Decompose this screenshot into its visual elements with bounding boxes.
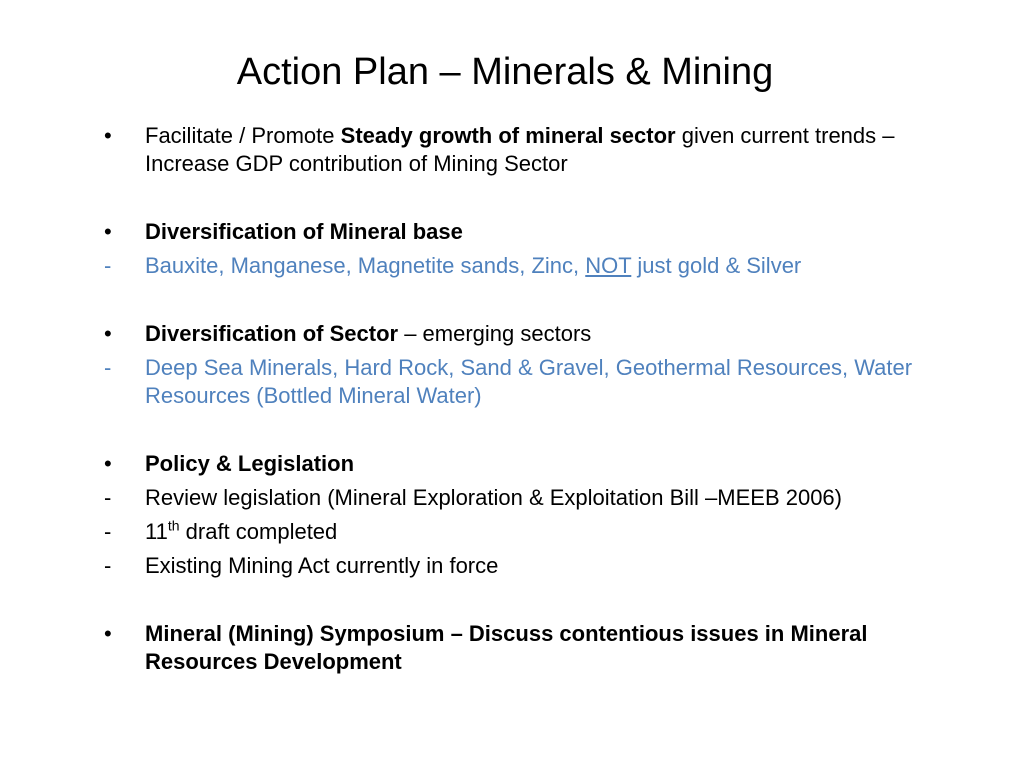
bullet-marker: • [104, 321, 112, 346]
bullet-item-policy [104, 450, 984, 478]
slide-title: Action Plan – Minerals & Mining [236, 51, 774, 93]
sub-item-review [104, 484, 984, 512]
bullet-item-sector [104, 320, 984, 348]
bullet-marker: • [104, 123, 112, 148]
sub-text-pre: Bauxite, Manganese, Magnetite sands, Zinc, [145, 253, 586, 278]
bullet-marker: • [104, 451, 112, 476]
bullet-text-bold: Policy & Legislation [145, 451, 355, 476]
dash-marker: - [104, 519, 112, 544]
dash-marker: - [104, 355, 112, 380]
bullet-marker: • [104, 219, 112, 244]
sub-text-pre: 11 [145, 519, 168, 544]
superscript: th [167, 517, 180, 534]
dash-marker: - [104, 253, 112, 278]
sub-item-minerals [104, 252, 984, 280]
bullet-marker: • [104, 621, 112, 646]
sub-text: Review legislation (Mineral Exploration & Exploitation Bill –MEEB 2006) [145, 485, 842, 510]
bullet-text-bold: Diversification of Sector [145, 321, 399, 346]
sub-item-sectors [104, 354, 984, 410]
bullet-text-pre: Facilitate / Promote [145, 123, 341, 148]
sub-text-underlined: NOT [585, 253, 632, 278]
bullet-text-post: – emerging sectors [398, 321, 592, 346]
sub-text-post: draft completed [179, 519, 338, 544]
bullet-item-mineral-base [104, 218, 984, 246]
bullet-text-bold: Mineral (Mining) Symposium – Discuss contentious issues in Mineral Resources Development [145, 621, 868, 674]
bullet-text-bold: Steady growth of mineral sector [340, 123, 676, 148]
sub-text: Existing Mining Act currently in force [145, 553, 499, 578]
sub-item-act [104, 552, 984, 580]
bullet-text-bold: Diversification of Mineral base [145, 219, 463, 244]
bullet-item-symposium [104, 620, 984, 676]
slide-body [104, 122, 984, 676]
sub-text-post: just gold & Silver [631, 253, 802, 278]
dash-marker: - [104, 553, 112, 578]
sub-text: Deep Sea Minerals, Hard Rock, Sand & Gravel, Geothermal Resources, Water Resources (Bottled Mineral Water) [145, 355, 913, 408]
bullet-text-post: given current trends – Increase GDP contribution of Mining Sector [145, 123, 895, 176]
dash-marker: - [104, 485, 112, 510]
sub-item-draft [104, 518, 984, 546]
bullet-item-growth [104, 122, 984, 178]
